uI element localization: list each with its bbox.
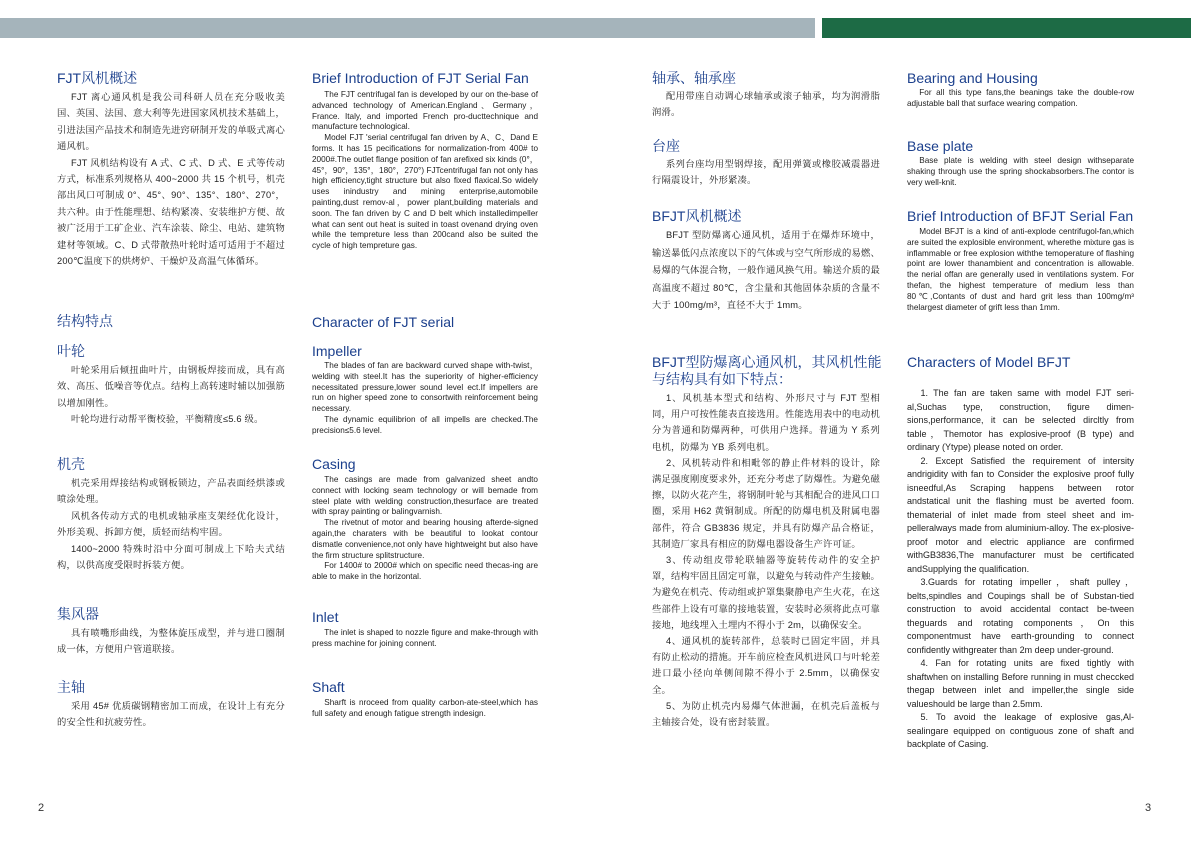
bearing-title-en: Bearing and Housing	[907, 70, 1038, 86]
bfjt-intro-title: Brief Introduction of BFJT Serial Fan	[907, 208, 1134, 224]
bfjt-characters-title: Characters of Model BFJT	[907, 354, 1071, 370]
inlet-text-zh: 具有喷嘴形曲线，为整体旋压成型，并与进口圈制成一体，方便用户管道联接。	[57, 628, 285, 655]
inlet-text-en: The inlet is shaped to nozzle figure and make-through with press machine for joining connent.	[312, 628, 538, 648]
base-title-en: Base plate	[907, 138, 974, 154]
header-bar-gray	[0, 18, 815, 38]
inlet-title-en: Inlet	[312, 609, 339, 625]
base-text-zh: 系列台座均用型钢焊接，配用弹簧或橡胶减震器进行隔震设计，外形紧凑。	[652, 159, 880, 186]
shaft-title-zh: 主轴	[57, 679, 85, 695]
fjt-intro-title: Brief Introduction of FJT Serial Fan	[312, 70, 529, 86]
impeller-title-en: Impeller	[312, 343, 362, 359]
features-title: 结构特点	[57, 313, 113, 329]
impeller-text-en: The blades of fan are backward curved shape with-twist，welding with steel.It has the superiority of higher-efficiency necessitated pressure,lower sound level ect.If impellers are run on higher speed zone to consortwith reinforcement being necessary. The dynamic equilibrion of all impells are checked.The precision≤5.6 level.	[312, 361, 538, 435]
shaft-text-en: Sharft is nroceed from quality carbon-ate-steel,which has full safety and enough fatigue strength indesign.	[312, 698, 538, 718]
bfjt-characters-text: 1. The fan are taken same with model FJT seri-al,Suchas type, construction, figure dimen-sions,performance, it can be selected dircltly from table，Themotor has explosive-proof (B type) and ordinary (Ytype) please noted on order. 2. Except Satisfied the requirement of intersity andrigidity with fan to Consider the explosive proof fully isneedful,As Scraping happens between rotor andstatical unit the flashing must be averted foom. thematerial of inlet made from steel sheet and im-pelleralways made from aluminium-alloy. The ex-plosive-proof motor and electric appliance are confirmed withGB3836,The manufacturer must be certificated andSupplying the qualification. 3.Guards for rotating impeller，shaft pulley，belts,spindles and Coupings shall be of Substan-tied construction to avoid accidental contact be-tween theguards and rotating components，On this componentmust have earth-grounding to connect confidently withgreater than 2m deep under-ground. 4. Fan for rotating units are fixed tightly with shaftwhen on installing Before running in must checcked thegap between inlet and impeller,the single side valueshould be large than 2.5mm. 5. To avoid the leakage of explosive gas,Al-sealingare equipped on contiguous zone of shaft and backplate of Casing.	[907, 388, 1134, 749]
base-title-zh: 台座	[652, 138, 680, 154]
shaft-text-zh: 采用 45# 优质碳钢精密加工而成，在设计上有充分的安全性和抗疲劳性。	[57, 701, 285, 728]
bearing-title-zh: 轴承、轴承座	[652, 70, 736, 86]
impeller-text-zh: 叶轮采用后倾扭曲叶片，由钢板焊接而成，具有高效、高压、低噪音等优点。结构上高转速时辅以加强筋以增加刚性。 叶轮均进行动帮平衡校验，平衡精度≤5.6 级。	[57, 365, 285, 425]
fjt-intro-text: The FJT centrifugal fan is developed by our on the-base of advanced technology of American.England、Germany，France. Italy, and imported French pro-ducttechnique and manufacture technological. Model FJT 'serial centrifugal fan driven by A、C、Dand E forms. It has 15 pecifications for normalization-from 400# to 2000#.The outlet flange position of fan arefixed six kinds (0°，45°，90°，135°，180°，270°) FJTcentrifugal fan not only has high efficiency,tight structure but also fixed flaxical.So widely uses inindustry and mining enterprise,automobile painting,dust remov-al，power plant,building materials and soon. The fan driven by C and D belt which installedimpeller what can sent out heat is suited in toast ovenand drying oven while the tempreture less than 200cand also be suited the cycle of high tempreture gas.	[312, 90, 538, 251]
casing-text-zh: 机壳采用焊接结构或钢板锁边，产品表面经烘漆或喷涂处理。 风机各传动方式的电机或轴承座支架经优化设计，外形美观、拆卸方便，质轻而结构牢固。 1400~2000 特殊时沿中分面可制成上下哈夫式结构，以供高度受限时拆装方便。	[57, 478, 285, 571]
casing-text-en: The casings are made from galvanized sheet andto connect with locking seam technology or will bemade from steel plate with welding construction,thesurface are treated with spray painting or balingvarnish. The rivetnut of motor and bearing housing afterde-signed again,the charaters with be beautiful to lookat contour dismatle convenience,not only have hightweight but also have the firm structure splitstructure. For 1400# to 2000# which on specific need thecas-ing are able to make in the horizontal.	[312, 475, 538, 582]
bfjt-intro-text: Model BFJT is a kind of anti-explode centrifugol-fan,which are suited the explosible environment, wherethe mixture gas is inflammable or free explosion withthe temoperature of flashing point are lower thanambient and concentration is allowable. the nerial offan are generally used in ventilations system. For thefan, the highest temperature of medium less than 80℃,Contants of dust and hard grit less than 100mg/m³ thelargest diameter of grift less than 1mm.	[907, 227, 1134, 312]
bfjt-overview-title: BFJT风机概述	[652, 208, 742, 224]
page-number-left: 2	[38, 802, 45, 814]
bfjt-features-text-zh: 1、风机基本型式和结构、外形尺寸与 FJT 型相同，用户可按性能表直接选用。性能选用表中的电动机分为普通和防爆两种，可供用户选择。普通为 Y 系列电机，防爆为 YB 系列电机。 2、风机转动件和相毗邻的静止件材料的设计，除满足强度刚度要求外，还充分考虑了防爆性。为避免磁擦，以防火花产生，将钢制叶轮与其相配合的进风口口圈，采用 H62 黄铜制成。所配的防爆电机及附属电器部件，符合 GB3836 规定，并具有防爆产品合格证，其制造厂家具有相应的防爆电器设备生产许可证。 3、传动组皮带轮联轴器等旋转传动件的安全护罩，结构牢固且固定可靠，以避免与转动件产生接触。为避免在机壳、传动组或护罩集聚静电产生火花，在这些部件上设有可靠的接地装置，安装时必须将此点可靠接地，地线埋入土埋内不得小于 2m，以确保安全。 4、通风机的旋转部件，总装时已固定牢固，并具有防止松动的措施。开车前应检查风机进风口与叶轮差进口最小径向单侧间隙不得小于 2.5mm，以确保安全。 5、为防止机壳内易爆气体泄漏，在机壳后盖板与主轴接合处，设有密封装置。	[652, 393, 880, 728]
page-number-right: 3	[1145, 802, 1152, 814]
bfjt-features-title: BFJT型防爆离心通风机，其风机性能 与结构具有如下特点：	[652, 354, 882, 387]
bearing-text-zh: 配用带座自动调心球轴承或滚子轴承，均为润滑脂润滑。	[652, 91, 880, 118]
shaft-title-en: Shaft	[312, 679, 345, 695]
fjt-overview-title: FJT风机概述	[57, 70, 138, 86]
impeller-title-zh: 叶轮	[57, 343, 85, 359]
casing-title-zh: 机壳	[57, 456, 85, 472]
fjt-overview-text: FJT 离心通风机是我公司科研人员在充分吸收美国、英国、法国、意大利等先进国家风机技术基础上，引进法国产品技术和制造先进窍研制开发的单吸式离心通风机。 FJT 风机结构设有 A 式、C 式、D 式、E 式等传动方式，标准系列规格从 400~2000 共 15 个机号，机壳部出风口可制成 0°、45°、90°、135°、180°、270°，共六种。由于性能理想、结构紧凑、安装维护方便、故被广泛用于工矿企业、汽车涂装、除尘、电站、建筑物建材等领域。C、D 式带散热叶轮时适可适用于不超过 200℃温度下的烘烤炉、干燥炉及高温气体循环。	[57, 92, 285, 267]
base-text-en: Base plate is welding with steel design withseparate shaking through use the spring shockabsorbers.The contor is very well-knit.	[907, 156, 1134, 187]
casing-title-en: Casing	[312, 456, 356, 472]
character-title: Character of FJT serial	[312, 314, 455, 330]
bfjt-overview-text: BFJT 型防爆离心通风机，适用于在爆炸环境中，输送暴低闪点浓度以下的气体或与空气所形成的易燃、易爆的气体混合物，一般作通风换气用。输送介质的最高温度不超过 80℃，含尘量和其他固体杂质的含量不大于 100mg/m³，直径不大于 1mm。	[652, 230, 880, 311]
bearing-text-en: For all this type fans,the beanings take the double-row adjustable ball that surface wearing compation.	[907, 88, 1134, 108]
inlet-title-zh: 集风器	[57, 606, 99, 622]
header-bar-green	[822, 18, 1191, 38]
